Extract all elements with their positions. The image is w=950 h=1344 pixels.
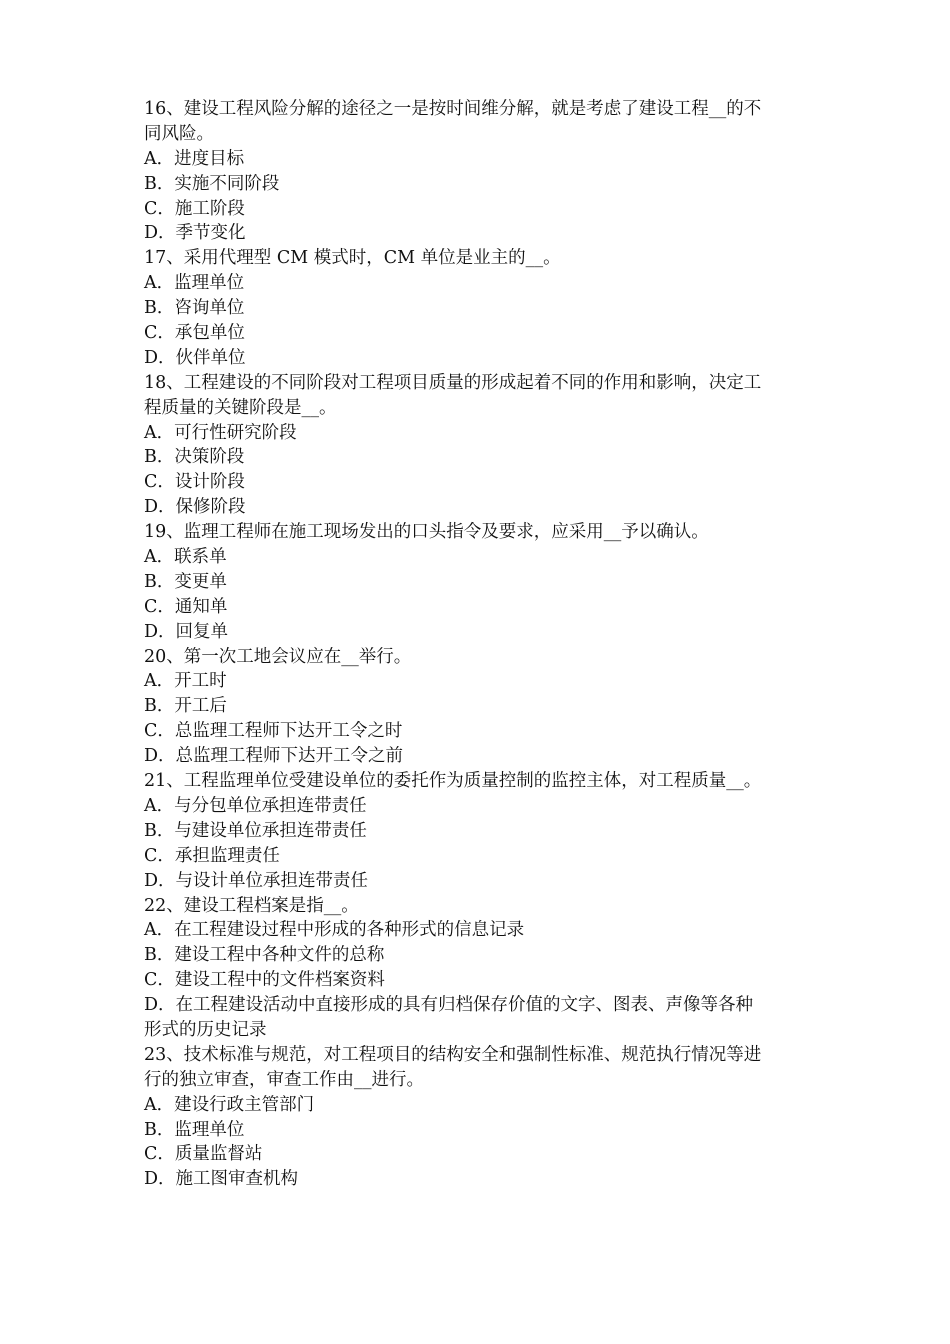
question-line: 21、工程监理单位受建设单位的委托作为质量控制的监控主体，对工程质量__。 (144, 771, 762, 792)
text-line: 同风险。 (144, 123, 214, 144)
option-line: C．承担监理责任 (144, 845, 280, 866)
question-line: 22、建设工程档案是指__。 (144, 895, 359, 916)
option-line: C．质量监督站 (144, 1144, 263, 1165)
option-line: A．与分包单位承担连带责任 (144, 795, 367, 816)
document-body (144, 97, 810, 1192)
option-line: B．决策阶段 (144, 447, 245, 468)
text-line: 形式的历史记录 (144, 1019, 267, 1040)
option-line: D．保修阶段 (144, 497, 246, 518)
question-line: 19、监理工程师在施工现场发出的口头指令及要求，应采用__予以确认。 (144, 522, 709, 543)
option-line: B．开工后 (144, 696, 227, 717)
option-line: D．季节变化 (144, 223, 246, 244)
option-line: C．总监理工程师下达开工令之时 (144, 721, 403, 742)
option-line: D．回复单 (144, 621, 229, 642)
option-line: C．设计阶段 (144, 472, 245, 493)
option-line: B．建设工程中各种文件的总称 (144, 945, 385, 966)
option-line: A．联系单 (144, 547, 227, 568)
option-line: B．与建设单位承担连带责任 (144, 820, 367, 841)
text-line: 程质量的关键阶段是__。 (144, 397, 337, 418)
question-line: 20、第一次工地会议应在__举行。 (144, 646, 412, 667)
option-line: C．建设工程中的文件档案资料 (144, 970, 385, 991)
option-line: C．承包单位 (144, 323, 245, 344)
question-line: 16、建设工程风险分解的途径之一是按时间维分解，就是考虑了建设工程__的不 (144, 99, 762, 119)
question-line: 23、技术标准与规范，对工程项目的结构安全和强制性标准、规范执行情况等进 (144, 1044, 762, 1065)
option-line: B．监理单位 (144, 1119, 245, 1140)
option-line: A．监理单位 (144, 273, 245, 294)
option-line: D．伙伴单位 (144, 347, 246, 368)
option-line: D．与设计单位承担连带责任 (144, 870, 369, 891)
option-line: D．施工图审查机构 (144, 1169, 299, 1190)
option-line: C．施工阶段 (144, 198, 245, 219)
question-line: 17、采用代理型 CM 模式时，CM 单位是业主的__。 (144, 248, 561, 269)
option-line: C．通知单 (144, 596, 228, 617)
option-line: A．在工程建设过程中形成的各种形式的信息记录 (144, 920, 525, 941)
question-line: 18、工程建设的不同阶段对工程项目质量的形成起着不同的作用和影响，决定工 (144, 372, 762, 393)
option-line: D．总监理工程师下达开工令之前 (144, 746, 404, 767)
option-line: A．建设行政主管部门 (144, 1094, 315, 1115)
option-line: A．开工时 (144, 671, 227, 692)
text-line: 行的独立审查，审查工作由__进行。 (144, 1069, 424, 1090)
option-line: D．在工程建设活动中直接形成的具有归档保存价值的文字、图表、声像等各种 (144, 995, 754, 1016)
option-line: B．咨询单位 (144, 298, 245, 319)
option-line: B．实施不同阶段 (144, 173, 280, 194)
option-line: B．变更单 (144, 571, 227, 592)
option-line: A．可行性研究阶段 (144, 422, 297, 443)
option-line: A．进度目标 (144, 148, 245, 169)
